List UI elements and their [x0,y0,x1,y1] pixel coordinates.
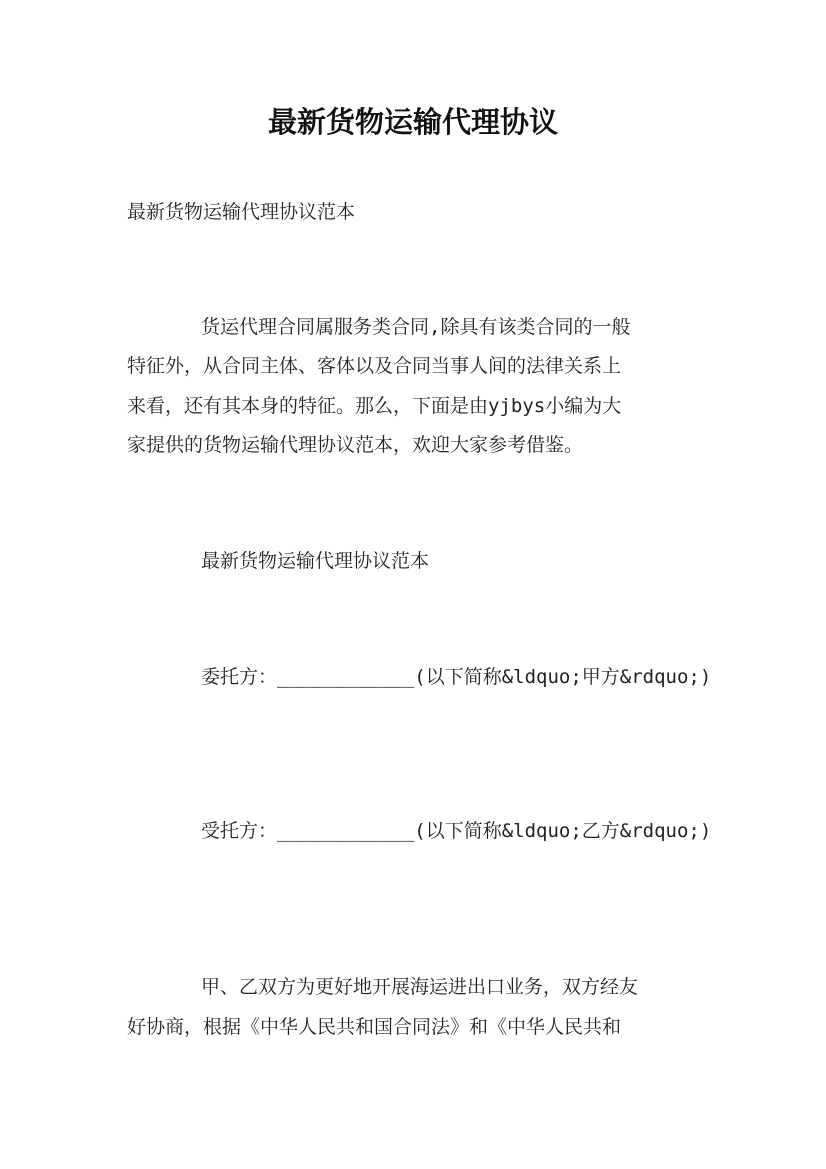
document-title: 最新货物运输代理协议 [267,105,558,139]
intro-line-1: 货运代理合同属服务类合同,除具有该类合同的一般 [201,316,631,338]
intro-line-3: 来看，还有其本身的特征。那么，下面是由yjbys小编为大 [127,395,622,417]
party-b-line: 受托方：____________(以下简称&ldquo;乙方&rdquo;) [201,820,712,842]
section-heading: 最新货物运输代理协议范本 [201,550,430,572]
party-a-line: 委托方：____________(以下简称&ldquo;甲方&rdquo;) [201,666,712,688]
body-line-1: 甲、乙双方为更好地开展海运进出口业务，双方经友 [201,976,639,998]
document-subtitle: 最新货物运输代理协议范本 [127,201,356,223]
body-line-2: 好协商，根据《中华人民共和国合同法》和《中华人民共和 [127,1016,622,1038]
intro-line-2: 特征外，从合同主体、客体以及合同当事人间的法律关系上 [127,355,622,377]
intro-line-4: 家提供的货物运输代理协议范本，欢迎大家参考借鉴。 [127,434,584,456]
